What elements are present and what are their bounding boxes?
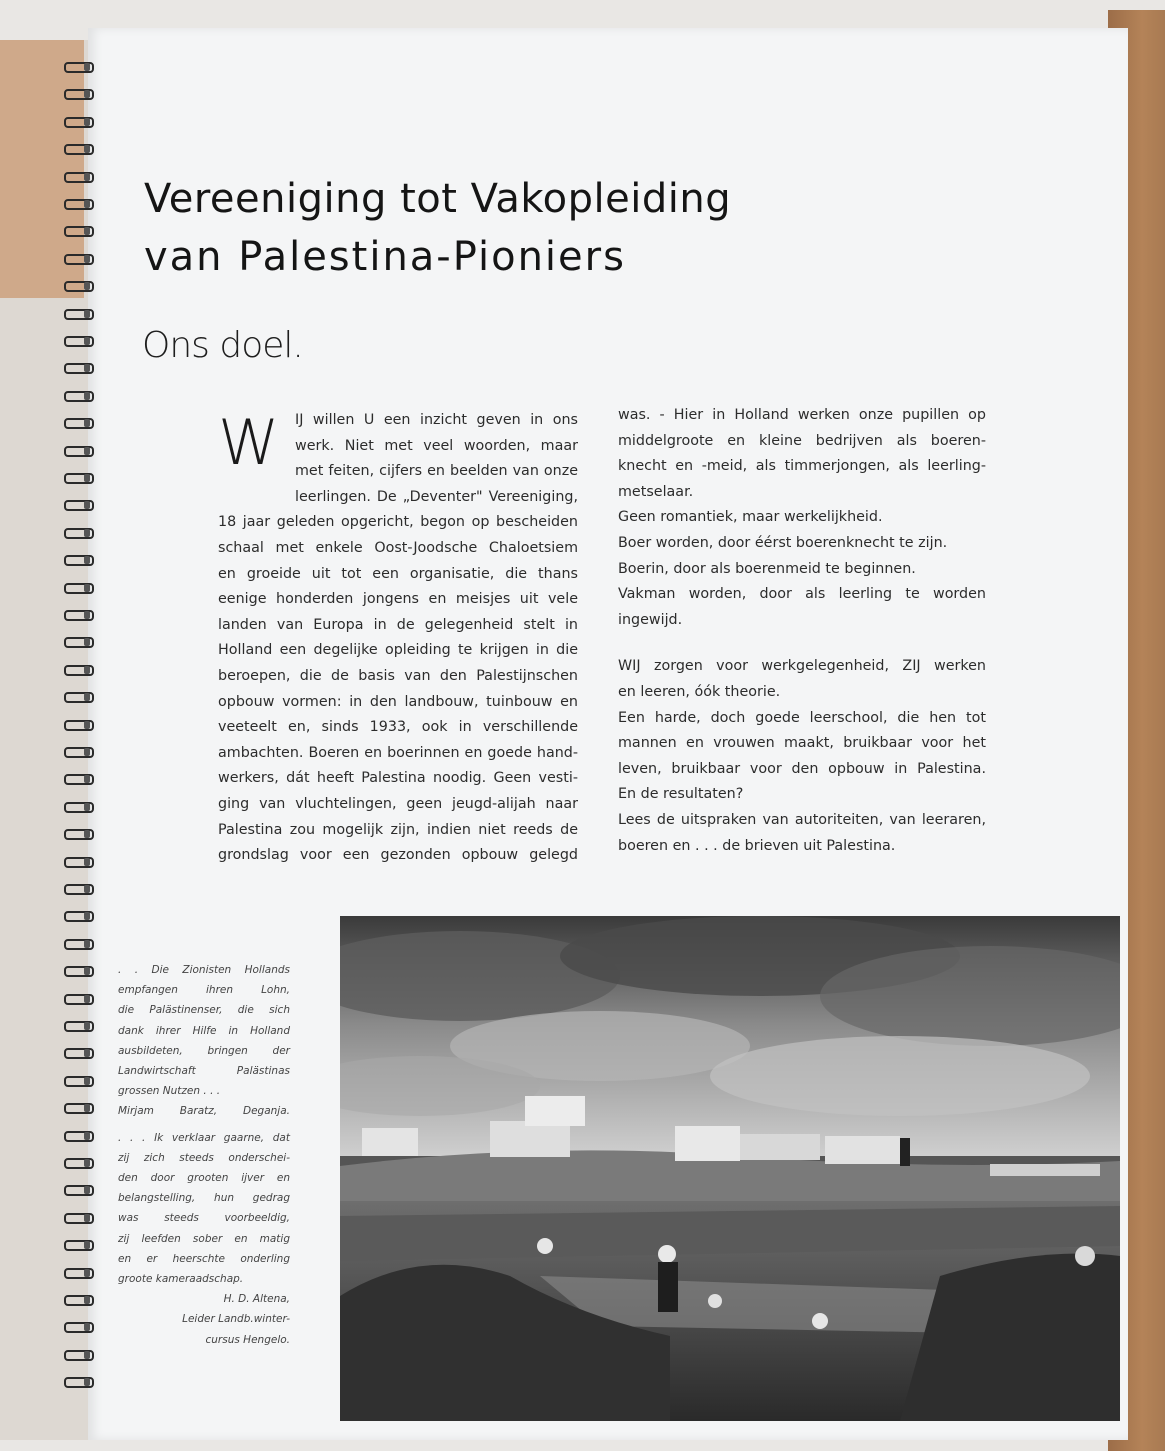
- quote-line: belangstelling, hun gedrag: [118, 1192, 290, 1205]
- body-text-line: werkers, dát heeft Palestina noodig. Geen vesti-: [218, 770, 578, 787]
- body-text-line: leerlingen. De „Deventer" Vereeniging,: [295, 488, 578, 505]
- spiral-coil: [62, 909, 94, 923]
- body-text-line: veeteelt en, sinds 1933, ook in verschillende: [218, 719, 578, 736]
- body-text-line: en leeren, óók theorie.: [618, 683, 781, 700]
- spiral-coil: [62, 1375, 94, 1389]
- spiral-coil: [62, 855, 94, 869]
- quote-line: . . Die Zionisten Hollands: [118, 964, 290, 976]
- spiral-coil: [62, 498, 94, 512]
- spiral-coil: [62, 1320, 94, 1334]
- body-column-right: [618, 403, 986, 859]
- quote-line: grossen Nutzen . . .: [118, 1085, 221, 1098]
- spiral-coil: [62, 526, 94, 540]
- spiral-coil: [62, 444, 94, 458]
- drop-cap: W: [218, 406, 280, 479]
- spiral-coil: [62, 690, 94, 704]
- spiral-coil: [62, 471, 94, 485]
- body-text-line: WIJ zorgen voor werkgelegenheid, ZIJ werken: [618, 658, 986, 675]
- body-text-line: metselaar.: [618, 483, 694, 500]
- spiral-coil: [62, 663, 94, 677]
- spiral-coil: [62, 882, 94, 896]
- spiral-coil: [62, 1293, 94, 1307]
- body-text-line: Boerin, door als boerenmeid te beginnen.: [618, 560, 916, 577]
- spiral-coil: [62, 1183, 94, 1197]
- spiral-coil: [62, 60, 94, 74]
- body-text-line: was. - Hier in Holland werken onze pupillen op: [618, 407, 986, 423]
- quote-line: cursus Hengelo.: [205, 1333, 290, 1346]
- spiral-coil: [62, 1074, 94, 1088]
- body-text-line: mannen en vrouwen maakt, bruikbaar voor het: [618, 735, 986, 752]
- spiral-coil: [62, 224, 94, 238]
- quote-line: groote kameraadschap.: [118, 1273, 244, 1286]
- quote-line: en er heerschte onderling: [118, 1252, 290, 1265]
- spiral-coil: [62, 197, 94, 211]
- spiral-coil: [62, 87, 94, 101]
- spiral-coil: [62, 745, 94, 759]
- quote-line: den door grooten ijver en: [118, 1172, 290, 1185]
- body-text-line: Palestina zou mogelijk zijn, indien niet reeds de: [218, 821, 578, 838]
- spiral-coil: [62, 307, 94, 321]
- spiral-coil: [62, 389, 94, 403]
- body-text-line: eenige honderden jongens en meisjes uit vele: [218, 591, 578, 608]
- quote-line: was steeds voorbeeldig,: [118, 1212, 290, 1225]
- page-title: [144, 170, 731, 286]
- landscape-photo: [340, 916, 1120, 1421]
- body-text-line: Lees de uitspraken van autoriteiten, van leeraren,: [618, 811, 986, 828]
- title-line-1: Vereeniging tot Vakopleiding: [144, 176, 732, 222]
- quote-line: Landwirtschaft Palästinas: [118, 1065, 290, 1078]
- spiral-coil: [62, 800, 94, 814]
- body-text-line: En de resultaten?: [618, 786, 744, 803]
- spiral-binding: [62, 60, 102, 1400]
- quote-line: empfangen ihren Lohn,: [118, 984, 290, 997]
- body-text-line: knecht en -meid, als timmerjongen, als leerling-: [618, 458, 986, 475]
- body-text-line: met feiten, cijfers en beelden van onze: [295, 463, 578, 480]
- quote-line: ausbildeten, bringen der: [118, 1044, 290, 1057]
- spiral-coil: [62, 1348, 94, 1362]
- spiral-coil: [62, 361, 94, 375]
- body-text-line: Een harde, doch goede leerschool, die hen tot: [618, 709, 986, 726]
- spiral-coil: [62, 827, 94, 841]
- spiral-coil: [62, 170, 94, 184]
- spiral-coil: [62, 718, 94, 732]
- spiral-coil: [62, 1046, 94, 1060]
- quote-line: . . . Ik verklaar gaarne, dat: [118, 1131, 290, 1144]
- spiral-coil: [62, 1266, 94, 1280]
- section-heading: Ons doel.: [142, 325, 303, 366]
- body-text-line: ging van vluchtelingen, geen jeugd-alijah naar: [218, 795, 578, 812]
- body-text-line: landen van Europa in de gelegenheid stelt in: [218, 616, 578, 633]
- body-text-line: 18 jaar geleden opgericht, begon op bescheiden: [218, 514, 578, 531]
- spiral-coil: [62, 252, 94, 266]
- body-text-line: en groeide uit tot een organisatie, die thans: [218, 565, 578, 582]
- body-text-line: grondslag voor een gezonden opbouw gelegd: [218, 847, 578, 864]
- spiral-coil: [62, 937, 94, 951]
- paragraph-gap: [618, 633, 986, 654]
- body-text-line: Boer worden, door éérst boerenknecht te zijn.: [618, 534, 948, 551]
- spiral-coil: [62, 416, 94, 430]
- spiral-coil: [62, 115, 94, 129]
- body-text-line: Geen romantiek, maar werkelijkheid.: [618, 509, 883, 526]
- body-text-line: middelgroote en kleine bedrijven als boeren-: [618, 432, 986, 449]
- spiral-coil: [62, 142, 94, 156]
- quote-line: Mirjam Baratz, Deganja.: [118, 1105, 290, 1118]
- spiral-coil: [62, 608, 94, 622]
- spiral-coil: [62, 581, 94, 595]
- body-text-line: Holland een degelijke opleiding te krijgen in die: [218, 642, 578, 659]
- body-text-line: boeren en . . . de brieven uit Palestina.: [618, 837, 896, 854]
- body-text-line: werk. Niet met veel woorden, maar: [295, 437, 578, 454]
- body-text-line: schaal met enkele Oost-Joodsche Chaloetsiem: [218, 539, 578, 556]
- spiral-coil: [62, 334, 94, 348]
- spiral-coil: [62, 1211, 94, 1225]
- spiral-coil: [62, 992, 94, 1006]
- body-text-line: opbouw vormen: in den landbouw, tuinbouw en: [218, 693, 578, 710]
- body-text-line: IJ willen U een inzicht geven in ons: [295, 412, 578, 428]
- spiral-coil: [62, 1238, 94, 1252]
- quote-line: die Palästinenser, die sich: [118, 1004, 290, 1017]
- spiral-coil: [62, 279, 94, 293]
- body-text-line: ingewijd.: [618, 611, 683, 628]
- spiral-coil: [62, 635, 94, 649]
- spiral-coil: [62, 1129, 94, 1143]
- body-text-line: ambachten. Boeren en boerinnen en goede hand-: [218, 744, 578, 761]
- quote-line: H. D. Altena,: [223, 1293, 290, 1306]
- spiral-coil: [62, 1101, 94, 1115]
- spiral-coil: [62, 553, 94, 567]
- title-line-2: van Palestina-Pioniers: [144, 234, 626, 280]
- spiral-coil: [62, 964, 94, 978]
- quote-line: Leider Landb.winter-: [182, 1313, 290, 1326]
- quote-line: dank ihrer Hilfe in Holland: [118, 1024, 290, 1037]
- quote-line: zij leefden sober en matig: [118, 1232, 290, 1245]
- body-column-left: [218, 408, 578, 869]
- testimonial-sidebar: [118, 960, 290, 1350]
- spiral-coil: [62, 1019, 94, 1033]
- quote-line: zij zich steeds onderschei-: [118, 1151, 290, 1164]
- body-text-line: leven, bruikbaar voor den opbouw in Palestina.: [618, 760, 986, 777]
- body-text-line: beroepen, die de basis van den Palestijnschen: [218, 667, 578, 684]
- spiral-coil: [62, 772, 94, 786]
- body-text-line: Vakman worden, door als leerling te worden: [618, 586, 986, 603]
- spiral-coil: [62, 1156, 94, 1170]
